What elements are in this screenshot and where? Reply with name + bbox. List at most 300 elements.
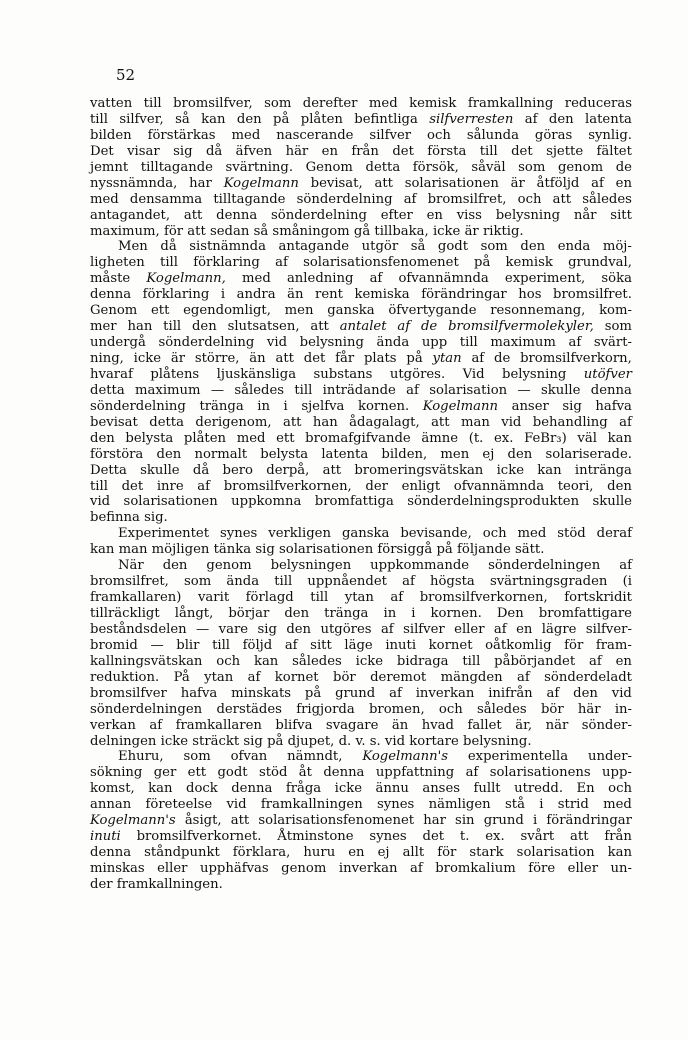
word: att <box>374 175 393 191</box>
word: sönderdelning <box>90 398 186 414</box>
word: till <box>459 335 478 351</box>
word: till <box>160 255 178 271</box>
word: grundval, <box>568 255 632 271</box>
word: kortare <box>409 733 459 749</box>
word: vid <box>501 414 522 430</box>
word: bevisande, <box>400 526 472 542</box>
word: att <box>183 207 203 223</box>
word: bromkalium <box>435 861 516 876</box>
word: bromsilfvermolekyler, <box>448 319 594 335</box>
word: än <box>391 717 409 733</box>
word: ej <box>482 446 495 462</box>
word: kan <box>253 653 279 669</box>
word: synlig. <box>588 127 632 143</box>
text-line <box>90 654 632 670</box>
word: att <box>282 414 302 430</box>
word: derstädes <box>216 701 282 717</box>
word: bromfattiga <box>314 494 394 510</box>
word: solarisationsfenomenet <box>258 813 415 829</box>
word: då <box>205 143 223 159</box>
word: den <box>236 111 262 127</box>
word: och <box>482 526 507 542</box>
word: belysning. <box>463 733 532 749</box>
word: solariserade. <box>545 446 632 462</box>
word: silfverresten <box>429 111 514 127</box>
word: i <box>411 606 416 621</box>
word: inre <box>156 478 184 494</box>
word: påbörjandet <box>494 653 576 669</box>
word: anses <box>422 781 461 797</box>
word: denna <box>90 845 132 861</box>
word: kornen. <box>357 398 410 414</box>
word: sedan <box>209 223 250 239</box>
word: tränga <box>199 398 244 414</box>
word: belysta <box>260 446 309 462</box>
word: ex. <box>485 829 505 845</box>
word: vid <box>611 685 632 701</box>
word: icke <box>160 733 189 749</box>
word: bromsilfverkorn, <box>520 351 632 366</box>
word: en <box>426 207 443 223</box>
text-line <box>90 192 632 208</box>
word: af <box>390 590 404 606</box>
text-line <box>90 351 632 367</box>
word: solarisation <box>429 382 508 398</box>
word: Kogelmann <box>223 175 299 191</box>
text-line <box>90 510 632 526</box>
word: ofvan <box>230 749 268 765</box>
word: t. <box>459 829 470 845</box>
word: bromfattigare <box>538 606 632 621</box>
word: sönder- <box>581 717 632 733</box>
word: på <box>436 542 453 558</box>
word: antagandet, <box>90 207 171 223</box>
word: det <box>303 351 326 366</box>
word: kan <box>607 845 632 861</box>
word: af <box>397 319 411 335</box>
word: deremot <box>370 669 427 685</box>
text-line <box>90 590 632 606</box>
word: och <box>608 781 632 797</box>
word: icke <box>496 462 524 478</box>
word: strid <box>557 797 589 813</box>
word: andra <box>236 287 276 303</box>
text-line <box>90 463 632 479</box>
word: långt, <box>174 606 214 621</box>
word: kallningsvätskan <box>90 653 203 669</box>
word: är <box>170 351 186 366</box>
word: teori, <box>557 478 594 494</box>
word: plåtens <box>150 366 200 382</box>
word: att <box>275 351 294 366</box>
word: nyssnämnda, <box>90 175 178 191</box>
word: derefter <box>302 96 358 111</box>
word: läge <box>344 637 373 653</box>
word: förstärkas <box>147 127 216 143</box>
word: denna <box>590 382 632 398</box>
word: denna <box>90 287 132 303</box>
word: derigenom, <box>195 414 272 430</box>
word: — <box>196 621 210 637</box>
word: Det <box>90 143 114 159</box>
word: skulle <box>592 494 632 510</box>
word: Vid <box>462 366 485 382</box>
word: uppkomna <box>231 494 302 510</box>
text-line <box>90 271 632 287</box>
word: förändringar <box>421 287 507 303</box>
word: bromsilfverkornen, <box>419 590 548 606</box>
text-line <box>90 861 632 877</box>
word: denna <box>231 781 273 797</box>
word: densamma <box>129 191 203 207</box>
word: en <box>321 143 338 159</box>
word: detta <box>90 382 125 398</box>
text-line <box>90 255 632 271</box>
word: till <box>462 653 481 669</box>
word: med <box>368 96 398 111</box>
word: af <box>403 191 417 207</box>
word: komst, <box>90 781 135 797</box>
word: denna <box>216 207 258 223</box>
word: sålunda <box>466 127 519 143</box>
word: vid <box>384 733 406 749</box>
word: maximum, <box>90 223 160 239</box>
word: ex. <box>493 430 514 446</box>
word: plats <box>363 351 397 366</box>
word: framkallaren <box>175 717 262 733</box>
word: utgör <box>361 239 399 255</box>
word: minskas <box>90 861 145 876</box>
word: nämndt, <box>287 749 343 765</box>
word: v. <box>355 733 366 749</box>
word: att <box>322 462 342 478</box>
text-line <box>90 431 632 447</box>
word: sönderdelning <box>271 207 367 223</box>
word: i <box>539 797 544 813</box>
word: har <box>423 813 446 829</box>
text-line <box>90 638 632 654</box>
body-text <box>90 96 632 893</box>
word: in <box>383 606 397 621</box>
word: är <box>510 175 525 191</box>
word: kemiska <box>354 287 410 303</box>
word: således <box>292 653 342 669</box>
text-line <box>90 367 632 383</box>
word: på <box>474 255 491 271</box>
word: således <box>234 382 285 398</box>
word: som <box>480 239 508 255</box>
word: bör <box>540 701 564 717</box>
word: han <box>312 414 338 430</box>
word: belysning <box>495 207 561 223</box>
word: ytan <box>204 669 234 685</box>
word: som <box>518 159 546 175</box>
word: der <box>90 876 113 892</box>
word: det <box>392 143 414 159</box>
word: deraf <box>596 526 632 542</box>
word: kan <box>537 462 562 478</box>
word: på <box>267 733 284 749</box>
word: FeBr₃) <box>524 430 567 446</box>
word: Genom <box>305 159 353 175</box>
text-line <box>90 558 632 574</box>
word: af <box>524 111 538 127</box>
word: åt <box>298 765 312 781</box>
word: sig <box>243 733 263 749</box>
word: till <box>143 96 162 111</box>
word: följande <box>457 542 511 558</box>
word: kornet <box>274 669 319 685</box>
text-line <box>90 319 632 335</box>
word: bromafgifvande <box>305 430 411 446</box>
text-line <box>90 845 632 861</box>
word: den <box>90 430 115 446</box>
word: af <box>197 478 211 494</box>
word: stöd <box>557 526 586 542</box>
word: det <box>422 829 445 845</box>
word: svårt <box>520 829 555 845</box>
word: förstöra <box>90 446 144 462</box>
text-line <box>90 606 632 622</box>
word: den <box>156 446 182 462</box>
word: Åtminstone <box>277 829 354 845</box>
text-line <box>90 813 632 829</box>
word: sig <box>257 621 277 637</box>
word: icke <box>432 223 461 239</box>
word: icke <box>334 781 363 797</box>
word: följd <box>242 637 273 653</box>
word: att <box>230 813 250 829</box>
word: grund <box>335 685 376 701</box>
word: ett <box>187 765 207 781</box>
word: egendomligt, <box>183 303 271 319</box>
word: hafva <box>595 398 632 414</box>
word: varit <box>197 590 230 606</box>
word: utöfver <box>583 366 632 382</box>
word: sistnämnda <box>189 239 266 255</box>
word: sträckt <box>192 733 240 749</box>
word: belysningen <box>270 558 352 574</box>
word: (t. <box>468 430 484 446</box>
word: till <box>90 478 108 494</box>
word: som <box>604 319 632 335</box>
word: solarisation <box>516 845 595 861</box>
word: den <box>191 319 217 335</box>
word: till <box>274 574 293 590</box>
word: då <box>160 239 177 255</box>
word: plåten <box>183 430 227 446</box>
word: anledning <box>286 271 354 287</box>
word: att <box>552 191 572 207</box>
word: som <box>184 574 212 590</box>
word: — <box>150 637 164 653</box>
word: så <box>410 239 426 255</box>
word: af <box>406 382 419 398</box>
word: beståndsdelen <box>90 621 187 637</box>
word: inuti <box>385 637 417 653</box>
word: mängden <box>440 669 503 685</box>
text-line <box>90 877 632 893</box>
word: i <box>220 287 226 303</box>
text-line <box>90 415 632 431</box>
word: på <box>273 111 290 127</box>
word: sönderdeladt <box>544 669 632 685</box>
word: således <box>477 701 527 717</box>
word: kornen. <box>430 606 482 621</box>
word: ståndpunkt <box>144 845 220 861</box>
word: en <box>615 175 632 191</box>
word: bidraga <box>396 653 449 669</box>
word: blir <box>176 637 200 653</box>
text-line <box>90 144 632 160</box>
text-line <box>90 781 632 797</box>
text-line <box>90 542 632 558</box>
text-line <box>90 494 632 510</box>
word: ligheten <box>90 255 145 271</box>
word: fullt <box>473 781 501 797</box>
word: sin <box>455 813 475 829</box>
word: till <box>212 637 231 653</box>
text-line <box>90 702 632 718</box>
word: slutsatsen, <box>227 319 300 335</box>
text-line <box>90 303 632 319</box>
word: men <box>284 303 314 319</box>
word: detta <box>149 414 184 430</box>
word: den <box>162 558 188 574</box>
word: undergå <box>90 335 146 351</box>
word: Kogelmann's <box>362 749 448 765</box>
word: åtföljd <box>536 175 580 191</box>
word: der <box>365 478 388 494</box>
word: som <box>183 749 211 765</box>
word: ganska <box>327 303 375 319</box>
word: af <box>409 861 423 876</box>
word: ger <box>153 765 177 781</box>
word: synes <box>369 829 407 845</box>
word: sönderdelningen <box>90 701 203 717</box>
word: i <box>533 813 538 829</box>
word: eller <box>157 861 188 876</box>
word: försök, <box>412 159 459 175</box>
word: svärt- <box>593 335 632 351</box>
word: ganska <box>341 526 390 542</box>
text-line <box>90 399 632 415</box>
word: fråga <box>285 781 322 797</box>
word: latenta <box>321 446 369 462</box>
word: af <box>149 717 163 733</box>
word: kan <box>90 542 115 558</box>
word: kan <box>148 781 173 797</box>
word: af <box>369 271 383 287</box>
word: men <box>440 446 470 462</box>
word: till <box>310 590 329 606</box>
word: skulle <box>540 382 581 398</box>
word: vid <box>90 494 111 510</box>
word: småningom <box>272 223 350 239</box>
word: vid <box>266 335 288 351</box>
word: och <box>216 653 241 669</box>
word: dock <box>186 781 218 797</box>
word: oåtkomlig <box>485 637 552 653</box>
word: börjar <box>228 606 270 621</box>
word: Kogelmann, <box>146 271 226 287</box>
word: får <box>335 351 355 366</box>
word: Kogelmann <box>422 398 499 414</box>
word: bero <box>222 462 253 478</box>
word: en <box>348 845 365 861</box>
word: sökning <box>90 765 143 781</box>
text-line <box>90 670 632 686</box>
word: maximum <box>135 382 201 398</box>
text-line <box>90 765 632 781</box>
word: man <box>460 414 490 430</box>
word: bromeringsvätskan <box>354 462 484 478</box>
word: och <box>427 127 451 143</box>
word: intränga <box>574 462 632 478</box>
word: icke <box>355 653 384 669</box>
word: utgöres <box>320 621 372 637</box>
word: bilden <box>90 127 132 143</box>
word: lägre <box>541 621 577 637</box>
word: verkan <box>90 717 136 733</box>
word: nascerande <box>276 127 354 143</box>
word: är <box>464 223 479 239</box>
word: vatten <box>90 96 133 111</box>
word: normalt <box>194 446 248 462</box>
word: befinna <box>90 510 140 526</box>
word: icke <box>133 351 162 366</box>
word: bromsilfret, <box>90 574 169 590</box>
word: synes <box>220 526 258 542</box>
word: sätt. <box>514 542 545 558</box>
word: riktig. <box>482 223 524 239</box>
word: när <box>545 717 569 733</box>
word: nämligen <box>428 797 491 813</box>
word: sig <box>173 143 193 159</box>
word: enligt <box>401 478 441 494</box>
word: visar <box>127 143 160 159</box>
word: har <box>189 175 212 191</box>
word: den <box>507 446 533 462</box>
word: latenta <box>585 111 632 127</box>
word: utgöres. <box>389 366 446 382</box>
word: En <box>576 781 595 797</box>
text-line <box>90 208 632 224</box>
word: af <box>619 558 632 574</box>
word: med <box>242 271 271 287</box>
word: Den <box>496 606 524 621</box>
word: bilden, <box>381 446 428 462</box>
word: tilltagande <box>140 159 213 175</box>
word: eller <box>567 861 599 876</box>
word: ämne <box>421 430 459 446</box>
word: af <box>380 621 394 637</box>
word: af <box>568 335 582 351</box>
word: allt <box>402 845 425 861</box>
text-line <box>90 479 632 495</box>
word: enda <box>557 239 591 255</box>
word: behandling <box>532 414 608 430</box>
word: i <box>283 398 288 414</box>
word: af <box>247 669 261 685</box>
word: silfver- <box>585 621 632 637</box>
word: till <box>479 143 498 159</box>
word: solarisationsfenomenet <box>303 255 459 271</box>
word: större, <box>194 351 240 366</box>
word: ett <box>151 303 170 319</box>
word: tränga <box>324 606 369 621</box>
word: ett <box>276 430 295 446</box>
